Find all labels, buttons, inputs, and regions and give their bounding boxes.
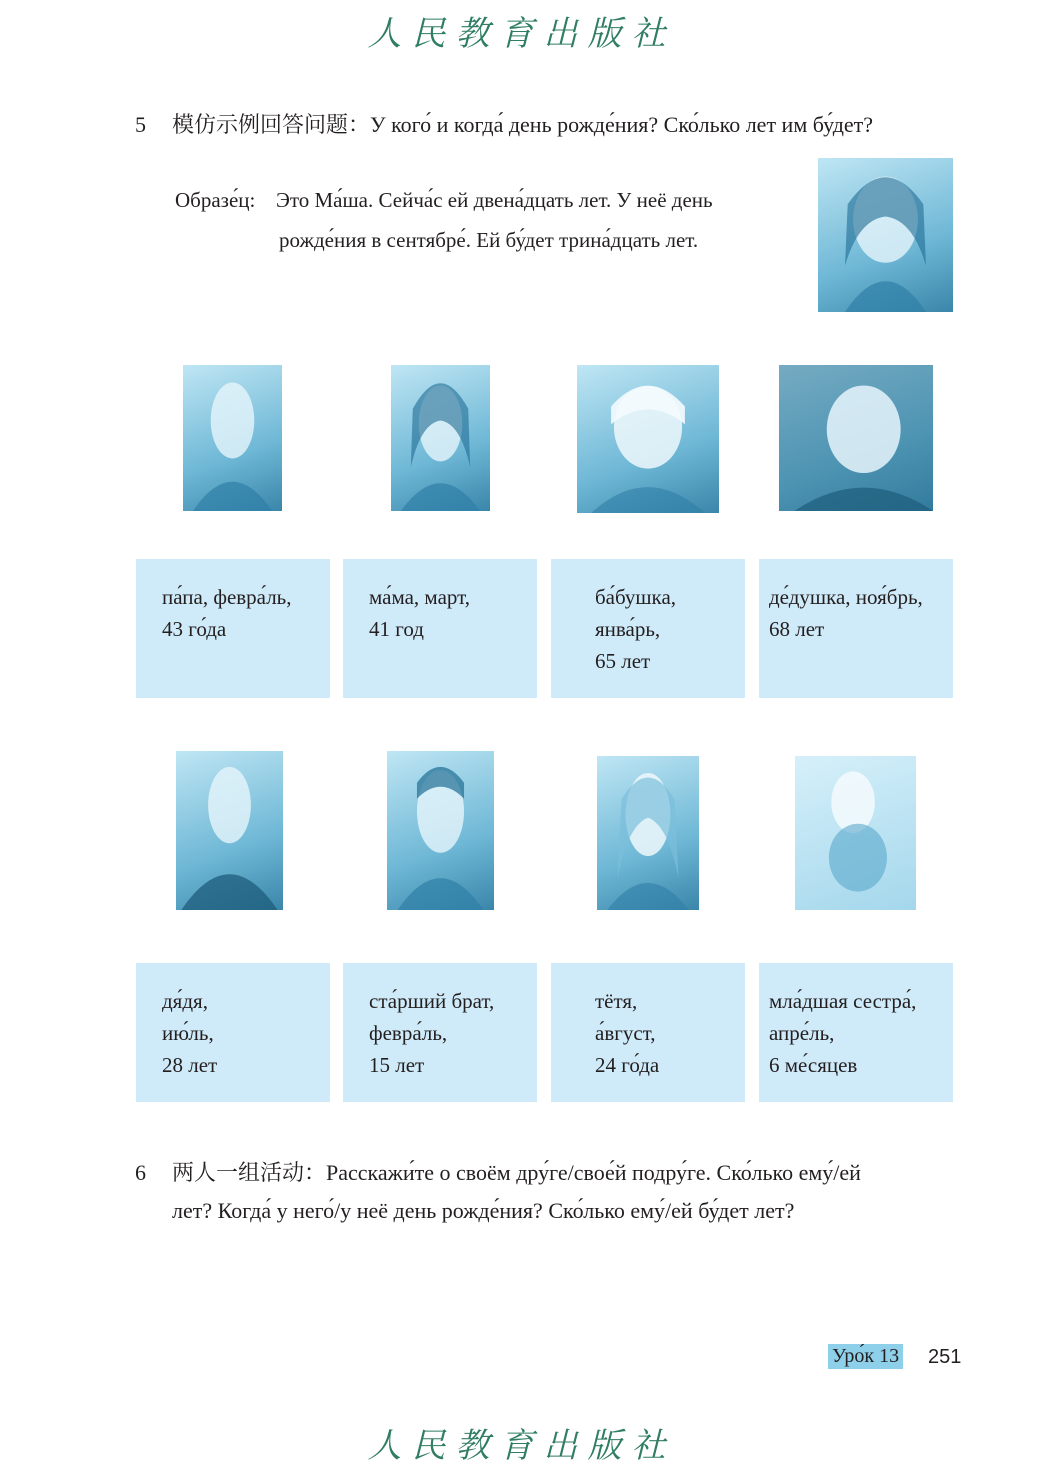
- card-line: 6 ме́сяцев: [769, 1053, 858, 1077]
- exercise-5-number: 5: [135, 112, 146, 137]
- card-aunt: [551, 963, 745, 1102]
- baby-photo-icon: [795, 756, 916, 910]
- card-line: па́па, февра́ль,: [162, 585, 292, 609]
- card-line: ба́бушка,: [595, 585, 677, 609]
- card-line: 43 го́да: [162, 617, 227, 641]
- card-mother: [343, 559, 537, 698]
- card-line: тётя,: [595, 989, 638, 1013]
- card-line: 41 год: [369, 617, 424, 641]
- card-older-brother: [343, 963, 537, 1102]
- exercise-6-line-2: лет? Когда́ у него́/у неё день рожде́ния? Ско́лько ему́/ей бу́дет лет?: [172, 1198, 795, 1223]
- exercise-6-line-1: 两人一组活动：Расскажи́те о своём дру́ге/свое́й подру́ге. Ско́лько ему́/ей: [172, 1160, 861, 1185]
- card-line: мла́дшая сестра́,: [769, 989, 917, 1013]
- card-father: [136, 559, 330, 698]
- brother-photo-icon: [387, 751, 494, 910]
- card-line: ию́ль,: [162, 1021, 214, 1045]
- card-line: февра́ль,: [369, 1021, 448, 1045]
- aunt-photo-icon: [597, 756, 699, 910]
- card-line: 15 лет: [369, 1053, 425, 1077]
- girl-photo-icon: [818, 158, 953, 312]
- card-line: апре́ль,: [769, 1021, 835, 1045]
- sample-label: Образе́ц:: [175, 188, 256, 212]
- card-line: де́душка, ноя́брь,: [769, 585, 923, 609]
- card-line: 24 го́да: [595, 1053, 660, 1077]
- exercise-6-number: 6: [135, 1160, 146, 1185]
- grandmother-photo-icon: [577, 365, 719, 513]
- card-line: дя́дя,: [162, 989, 208, 1013]
- card-uncle: [136, 963, 330, 1102]
- publisher-header: 人民教育出版社: [367, 14, 676, 54]
- exercise-5-instruction: 模仿示例回答问题：У кого́ и когда́ день рожде́ния? Ско́лько лет им бу́дет?: [172, 112, 874, 137]
- uncle-photo-icon: [176, 751, 283, 910]
- father-photo-icon: [183, 365, 282, 511]
- card-line: янва́рь,: [595, 617, 661, 641]
- mother-photo-icon: [391, 365, 490, 511]
- card-line: а́вгуст,: [595, 1021, 656, 1045]
- card-line: 65 лет: [595, 649, 651, 673]
- publisher-footer: 人民教育出版社: [367, 1426, 676, 1466]
- card-grandfather: [759, 559, 953, 698]
- page-number: 251: [928, 1346, 962, 1368]
- card-line: ста́рший брат,: [369, 989, 495, 1013]
- sample-line-2: рожде́ния в сентябре́. Ей бу́дет трина́дцать лет.: [279, 228, 699, 252]
- card-grandmother: [551, 559, 745, 698]
- lesson-label: Уро́к 13: [828, 1344, 903, 1369]
- card-younger-sister: [759, 963, 953, 1102]
- card-line: 28 лет: [162, 1053, 218, 1077]
- card-line: 68 лет: [769, 617, 825, 641]
- sample-line-1: Это Ма́ша. Сейча́с ей двена́дцать лет. У неё день: [276, 188, 713, 212]
- grandfather-photo-icon: [779, 365, 933, 511]
- card-line: ма́ма, март,: [369, 585, 470, 609]
